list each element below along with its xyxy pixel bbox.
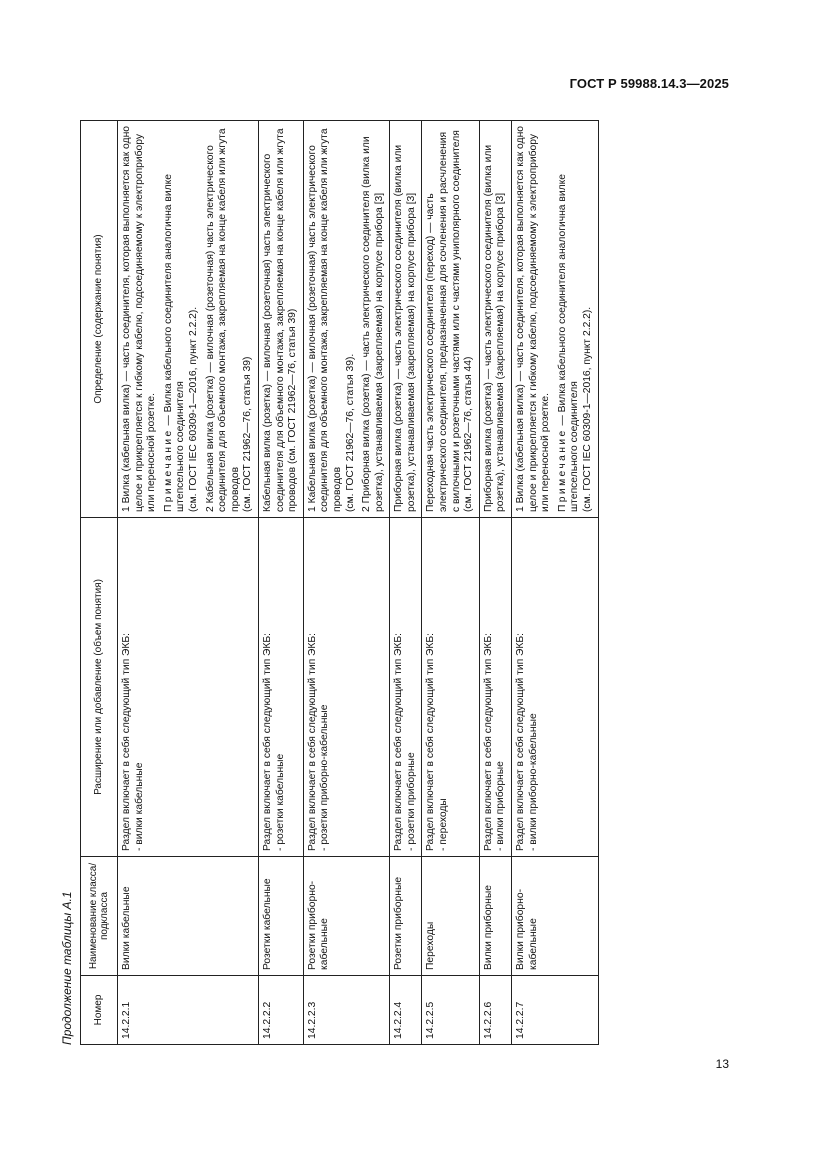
cell-number: 14.2.2.1 <box>118 976 259 1045</box>
table-row <box>390 121 422 1045</box>
table-header-row <box>81 121 118 1045</box>
cell-number: 14.2.2.6 <box>479 976 511 1045</box>
note-text: — Вилка кабельного соединителя аналогична вилке штепсельного соединителя (см. ГОСТ IEC 60309-1—2016, пункт 2.2.2). <box>556 174 593 512</box>
cell-definition <box>390 121 422 518</box>
rotated-content <box>58 120 714 1045</box>
cell-definition <box>258 121 303 518</box>
cell-class-name: Вилки приборно-кабельные <box>512 857 599 976</box>
cell-scope: Раздел включает в себя следующий тип ЭКБ: - вилки приборно-кабельные <box>512 518 599 857</box>
note-label: Примечание <box>162 428 174 512</box>
cell-class-name: Розетки приборные <box>390 857 422 976</box>
page-number: 13 <box>715 1057 729 1071</box>
cell-scope: Раздел включает в себя следующий тип ЭКБ: - розетки кабельные <box>258 518 303 857</box>
table-row <box>512 121 599 1045</box>
definition-text: Кабельная вилка (розетка) — вилочная (розеточная) часть электрического соединителя для объемного монтажа, закрепляемая на конце кабеля или жгута проводов (см. ГОСТ 21962—76, статья 39) <box>261 128 299 512</box>
cell-scope: Раздел включает в себя следующий тип ЭКБ: - переходы <box>422 518 479 857</box>
cell-definition <box>479 121 511 518</box>
definition-text: 1 Вилка (кабельная вилка) — часть соединителя, которая выполняется как одно целое и прикрепляется к гибкому кабелю, подсоединяемому к электроприбору или переносной розетке. <box>515 126 552 512</box>
cell-scope: Раздел включает в себя следующий тип ЭКБ: - вилки кабельные <box>118 518 259 857</box>
cell-class-name: Розетки кабельные <box>258 857 303 976</box>
cell-definition <box>512 121 599 518</box>
table-row <box>118 121 259 1045</box>
cell-class-name: Вилки приборные <box>479 857 511 976</box>
definition-text: Переходная часть электрического соединителя (переход) — часть электрического соединителя, предназначенная для сочленения и расчленения с вилочными и розеточными частями или с частями униполярного соединителя (см. ГОСТ 21962—76, статья 44) <box>425 130 475 512</box>
cell-class-name: Розетки приборно-кабельные <box>303 857 390 976</box>
cell-class-name: Переходы <box>422 857 479 976</box>
cell-scope: Раздел включает в себя следующий тип ЭКБ: - вилки приборные <box>479 518 511 857</box>
cell-definition <box>303 121 390 518</box>
definition-text: 1 Вилка (кабельная вилка) — часть соединителя, которая выполняется как одно целое и прикрепляется к гибкому кабелю, подсоединяемому к электроприбору или переносной розетке. <box>121 126 158 512</box>
cell-class-name: Вилки кабельные <box>118 857 259 976</box>
header-class-name: Наименование класса/подкласса <box>81 857 118 976</box>
header-scope: Расширение или добавление (объем понятия) <box>81 518 118 857</box>
definition-text: Приборная вилка (розетка) — часть электрического соединителя (вилка или розетка), устанавливаемая (закрепляемая) на корпусе прибора [3] <box>482 144 507 512</box>
definition-text: Приборная вилка (розетка) — часть электрического соединителя (вилка или розетка), устанавливаемая (закрепляемая) на корпусе прибора [3] <box>393 144 417 512</box>
cell-number: 14.2.2.4 <box>390 976 422 1045</box>
cell-definition <box>422 121 479 518</box>
definition-note <box>163 126 201 512</box>
header-definition: Определение (содержание понятия) <box>81 121 118 518</box>
document-code: ГОСТ Р 59988.14.3—2025 <box>569 76 729 91</box>
classification-table <box>80 120 599 1045</box>
cell-scope: Раздел включает в себя следующий тип ЭКБ: - розетки приборно-кабельные <box>303 518 390 857</box>
cell-number: 14.2.2.5 <box>422 976 479 1045</box>
cell-number: 14.2.2.2 <box>258 976 303 1045</box>
rotated-table-area <box>58 120 714 1045</box>
cell-definition <box>118 121 259 518</box>
definition-note <box>557 126 595 512</box>
note-text: — Вилка кабельного соединителя аналогична вилке штепсельного соединителя (см. ГОСТ IEC 60309-1—2016, пункт 2.2.2). <box>162 174 199 512</box>
table-row <box>479 121 511 1045</box>
definition-text: 1 Кабельная вилка (розетка) — вилочная (розеточная) часть электрического соединителя для объемного монтажа, закрепляемая на конце кабеля или жгута проводов (см. ГОСТ 21962—76, статья 39). <box>306 128 356 512</box>
table-row <box>303 121 390 1045</box>
cell-number: 14.2.2.7 <box>512 976 599 1045</box>
definition-text-2: 2 Кабельная вилка (розетка) — вилочная (розеточная) часть электрического соединителя для объемного монтажа, закрепляемая на конце кабеля или жгута проводов (см. ГОСТ 21962—76, статья 39) <box>204 128 254 512</box>
cell-scope: Раздел включает в себя следующий тип ЭКБ: - розетки приборные <box>390 518 422 857</box>
note-label: Примечание <box>556 428 568 512</box>
cell-number: 14.2.2.3 <box>303 976 390 1045</box>
table-body <box>118 121 599 1045</box>
table-row <box>422 121 479 1045</box>
definition-text-2: 2 Приборная вилка (розетка) — часть электрического соединителя (вилка или розетка), устанавливаемая (закрепляемая) на корпусе прибора [3] <box>361 136 385 512</box>
header-number: Номер <box>81 976 118 1045</box>
table-caption: Продолжение таблицы А.1 <box>60 891 74 1045</box>
table-row <box>258 121 303 1045</box>
